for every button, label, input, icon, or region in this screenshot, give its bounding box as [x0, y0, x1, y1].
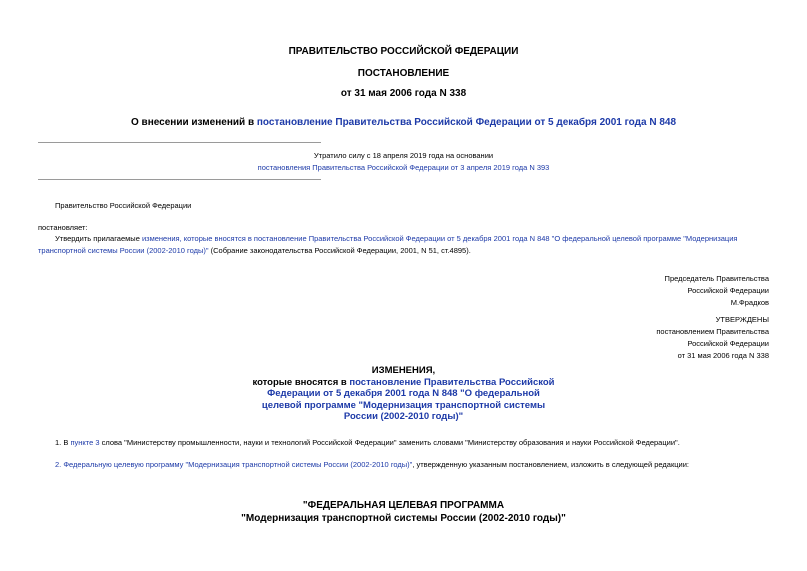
document-type: ПОСТАНОВЛЕНИЕ [357, 68, 450, 79]
change-item-1-prefix: 1. В [55, 438, 71, 447]
change-item-2-num: 2. [55, 460, 64, 469]
government-title: ПРАВИТЕЛЬСТВО РОССИЙСКОЙ ФЕДЕРАЦИИ [288, 46, 519, 57]
changes-heading-block [0, 365, 807, 423]
issuer: Правительство Российской Федерации [55, 201, 192, 210]
changes-subheading-link[interactable]: постановление Правительства Российской Федерации от 5 декабря 2001 года N 848 "О федеральной целевой программе "Модернизация транспортной системы России (2002-2010 годы)" [261, 376, 555, 422]
status-note [0, 150, 807, 174]
resolves-label: постановляет: [38, 223, 88, 232]
main-paragraph [38, 233, 773, 257]
divider-top [38, 142, 321, 143]
approval-line1: УТВЕРЖДЕНЫ [715, 315, 769, 324]
clause-3-link[interactable]: пункте 3 [70, 438, 100, 447]
changes-subheading-prefix: которые вносятся в [252, 376, 350, 388]
change-item-1 [55, 437, 775, 449]
signature-line2: Российской Федерации [687, 286, 769, 295]
approval-line3: Российской Федерации [687, 339, 769, 348]
approval-line2: постановлением Правительства [656, 327, 769, 336]
changes-heading: ИЗМЕНЕНИЯ, [371, 365, 436, 376]
signature-name: М.Фрадков [730, 298, 769, 307]
change-item-2 [55, 459, 775, 471]
changes-subheading [249, 377, 559, 423]
decree-848-link[interactable]: которые вносятся в постановление Правительства Российской Федерации от 5 декабря 2001 года N 848 "О федеральной целевой программе "Модернизация транспортной системы России (2002-2010 годы)" [38, 234, 738, 255]
program-title-line2: "Модернизация транспортной системы России (2002-2010 годы)" [241, 512, 566, 524]
program-link[interactable]: Федеральную целевую программу "Модернизация транспортной системы России (2002-2010 годы)" [63, 460, 413, 469]
main-paragraph-sep: , [179, 234, 184, 243]
changes-link[interactable]: изменения [141, 234, 180, 243]
signature-block [665, 273, 769, 309]
program-title-block [0, 500, 807, 525]
program-title-line1: "ФЕДЕРАЛЬНАЯ ЦЕЛЕВАЯ ПРОГРАММА [302, 500, 505, 511]
signature-line1: Председатель Правительства [664, 274, 769, 283]
divider-bottom [38, 179, 321, 180]
change-item-1-suffix: слова "Министерству промышленности, науки и технологий Российской Федерации" заменить словами "Министерству образования и науки Российской Федерации". [99, 438, 680, 447]
change-item-2-suffix: , утвержденную указанным постановлением, изложить в следующей редакции: [412, 460, 690, 469]
document-date-number: от 31 мая 2006 года N 338 [340, 88, 467, 99]
document-title [0, 117, 807, 128]
document-title-link[interactable]: постановление Правительства Российской Федерации от 5 декабря 2001 года N 848 [256, 117, 677, 128]
approval-line4: от 31 мая 2006 года N 338 [677, 351, 769, 360]
document-title-prefix: О внесении изменений в [130, 117, 257, 128]
approval-block [656, 314, 769, 362]
status-note-link[interactable]: постановления Правительства Российской Федерации от 3 апреля 2019 года N 393 [257, 163, 550, 172]
main-paragraph-suffix: (Собрание законодательства Российской Федерации, 2001, N 51, ст.4895). [208, 246, 471, 255]
status-note-line1: Утратило силу с 18 апреля 2019 года на основании [313, 151, 494, 160]
main-paragraph-prefix: Утвердить прилагаемые [55, 234, 142, 243]
